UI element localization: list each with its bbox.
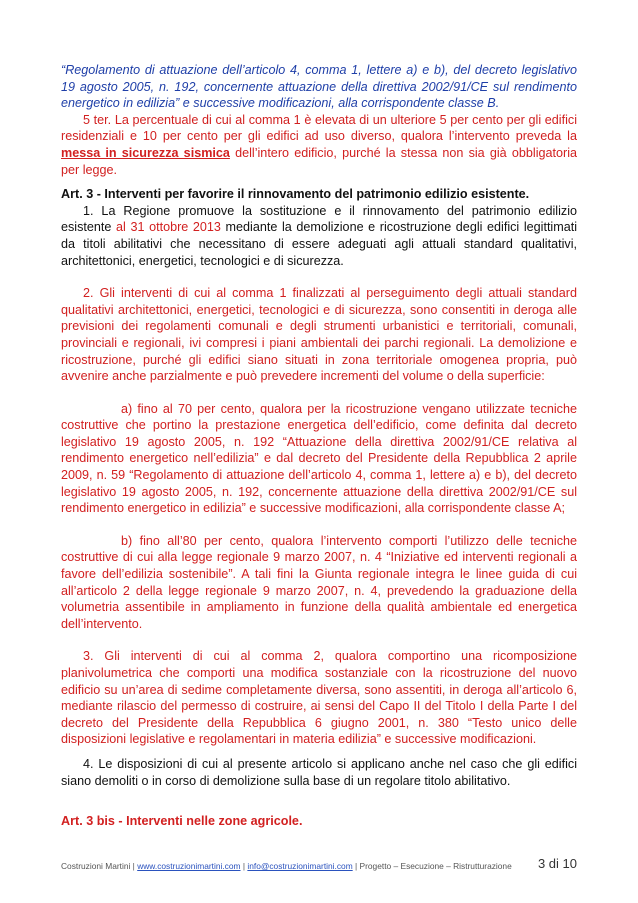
- page-footer: [61, 856, 577, 876]
- art3-comma4-text: 4. Le disposizioni di cui al presente articolo si applicano anche nel caso che gli edifici siano demoliti o in corso di demolizione sulla base di un regolare titolo abilitativo.: [61, 756, 577, 788]
- quote-paragraph: “Regolamento di attuazione dell’articolo 4, comma 1, lettere a) e b), del decreto legislativo 19 agosto 2005, n. 192, concernente attuazione della direttiva 2002/91/CE sul rendimento energetico in edilizia” e successive modificazioni, alla corrispondente classe B.: [61, 63, 577, 111]
- art3-comma3-text: 3. Gli interventi di cui al comma 2, qualora comportino una ricomposizione planivolumetrica che comporti una modifica sostanziale con la ricostruzione del nuovo edificio su un’area di sedime completamente diversa, sono assentiti, in deroga all’articolo 6, mediante rilascio del permesso di costruire, ai sensi del Capo II del Titolo I della Parte I del decreto del Presidente della Repubblica 6 giugno 2001, n. 380 “Testo unico delle disposizioni legislative e regolamentari in materia edilizia” e successive modificazioni.: [61, 649, 577, 747]
- art3-comma2-letter-b: [61, 533, 577, 633]
- art3-comma2-letter-a-text: a) fino al 70 per cento, qualora per la ricostruzione vengano utilizzate tecniche costruttive che portino la prestazione energetica dell’edificio, come definita dal decreto legislativo 19 agosto 2005, n. 192 “Attuazione della direttiva 2002/91/CE relativa al rendimento energetico nell’edilizia” e dal decreto del Presidente della Repubblica 2 aprile 2009, n. 59 “Regolamento di attuazione dell’articolo 4, comma 1, lettere a) e b), del decreto legislativo 19 agosto 2005, n. 192, concernente attuazione della direttiva 2002/91/CE sul rendimento energetico in edilizia” e successive modificazioni, alla corrispondente classe A;: [61, 401, 577, 516]
- art3-comma2-letter-b-text: b) fino all’80 per cento, qualora l’intervento comporti l’utilizzo delle tecniche costruttive di cui alla legge regionale 9 marzo 2007, n. 4 “Iniziative ed interventi regionali a favore dell’edilizia sostenibile”. A tali fini la Giunta regionale integra le linee guida di cui all’articolo 2 della legge regionale 9 marzo 2007, n. 4, prevedendo la graduazione della volumetria assentibile in ampliamento in funzione della qualità ambientale ed energetica dell’intervento.: [61, 533, 577, 631]
- footer-email-link[interactable]: info@costruzionimartini.com: [247, 861, 353, 871]
- footer-info: [61, 861, 512, 871]
- paragraph-5ter-tail: dell’intero edificio, purché la stessa non sia già obbligatoria per legge.: [61, 145, 577, 177]
- page-number: 3 di 10: [537, 856, 577, 871]
- underlined-term: messa in sicurezza sismica: [61, 145, 230, 160]
- art3-comma1: [61, 203, 577, 269]
- paragraph-5ter: [61, 112, 577, 178]
- footer-services: | Progetto – Esecuzione – Ristrutturazione: [355, 861, 512, 871]
- art3-comma2-letter-a: [61, 401, 577, 517]
- art3-comma3: [61, 648, 577, 748]
- footer-separator: |: [242, 861, 246, 871]
- art3-comma1-date: al 31 ottobre 2013: [116, 220, 221, 235]
- art3-comma4: [61, 756, 577, 789]
- document-body: [61, 62, 577, 830]
- footer-website-link[interactable]: www.costruzionimartini.com: [137, 861, 241, 871]
- art3-comma2-text: 2. Gli interventi di cui al comma 1 finalizzati al perseguimento degli attuali standard qualitativi architettonici, energetici, tecnologici e di sicurezza, sono consentiti in deroga alle previsioni dei regolamenti comunali e degli strumenti urbanistici e territoriali, comunali, provinciali e regionali, ivi compresi i piani ambientali dei parchi regionali. La demolizione e ricostruzione, purché gli edifici siano situati in zona territoriale omogenea propria, può avvenire anche parzialmente e può prevedere incrementi del volume o della superficie:: [61, 286, 577, 384]
- art3-comma1-tail: mediante la demolizione e ricostruzione degli edifici legittimati da titoli abilitativi che necessitano di essere adeguati agli attuali standard qualitativi, architettonici, energetici, tecnologici e di sicurezza.: [61, 220, 578, 268]
- art3-comma1-text: 1. La Regione promuove la sostituzione e il rinnovamento del patrimonio edilizio esistente: [61, 203, 577, 235]
- art3bis-heading: Art. 3 bis - Interventi nelle zone agricole.: [61, 814, 303, 829]
- art3-heading: Art. 3 - Interventi per favorire il rinnovamento del patrimonio edilizio esistente.: [61, 187, 530, 202]
- paragraph-5ter-text: 5 ter. La percentuale di cui al comma 1 è elevata di un ulteriore 5 per cento per gli edifici residenziali e 10 per cento per gli edifici ad uso diverso, qualora l’intervento preveda la: [61, 112, 577, 144]
- footer-company: Costruzioni Martini |: [61, 861, 135, 871]
- art3-comma2: [61, 285, 577, 385]
